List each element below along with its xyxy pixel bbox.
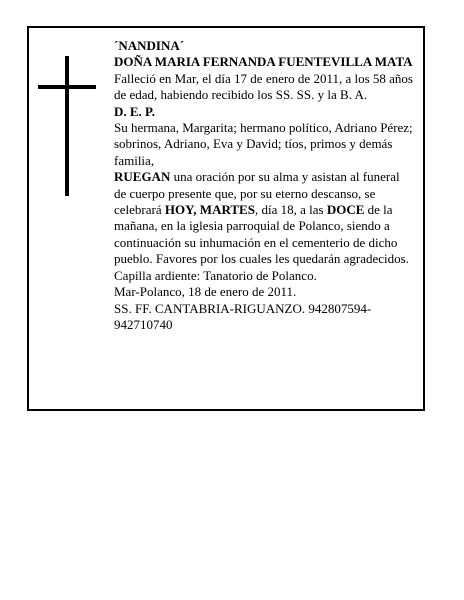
nickname: ´NANDINA´ [114,38,185,53]
date-text: , día 18, a las [254,202,327,218]
ceremony-text: de la mañana, en la iglesia parroquial de Polanco, siendo a continuación su inhumación en el cementerio de dicho pueblo. Favores por los cuales les quedarán agradecidos. Capilla ardiente: Tanatorio de Polanco. [114,202,409,283]
prayer-text: una oración por su alma y asistan al funeral de cuerpo presente que, por su eterno descanso, se celebrará [114,169,400,218]
deceased-name: DOÑA MARIA FERNANDA FUENTEVILLA MATA [114,54,413,70]
death-info: Falleció en Mar, el día 17 de enero de 2011, a los 58 años de edad, habiendo recibido los SS. SS. y la B. A. [114,70,413,103]
cross-icon-horizontal [38,85,96,89]
funeral-day: HOY, MARTES [164,202,255,218]
place-date: Mar-Polanco, 18 de enero de 2011. [114,284,297,300]
ruegan-word: RUEGAN [114,169,171,185]
funeral-home: SS. FF. CANTABRIA-RIGUANZO. 942807594-942710740 [114,300,372,332]
family-line: Su hermana, Margarita; hermano político, Adriano Pérez; sobrinos, Adriano, Eva y David; tíos, primos y demás familia, [114,120,413,168]
dep-line: D. E. P. [114,103,156,119]
cross-icon-vertical [65,56,69,196]
obituary-text [114,38,414,333]
funeral-hour: DOCE [326,202,365,218]
funeral-paragraph [114,169,414,284]
